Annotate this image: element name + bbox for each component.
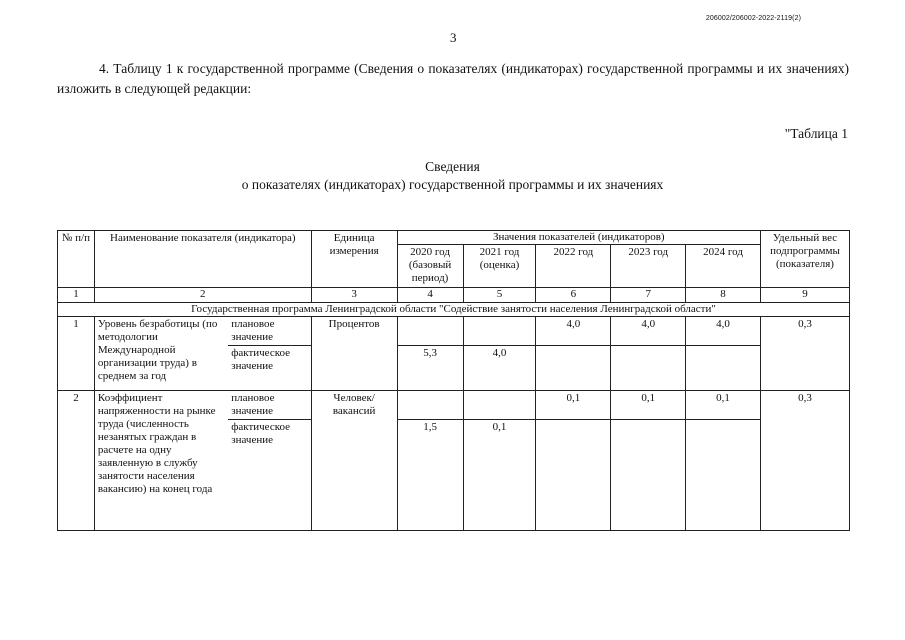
value-2021-plan bbox=[463, 317, 536, 346]
indicators-table bbox=[57, 230, 850, 531]
column-number-row bbox=[58, 288, 850, 303]
value-2022-plan: 4,0 bbox=[536, 317, 611, 346]
value-2020-plan bbox=[397, 317, 463, 346]
table-row bbox=[58, 391, 850, 420]
row-number: 2 bbox=[58, 391, 95, 531]
header-row-1 bbox=[58, 231, 850, 245]
value-2020-plan bbox=[397, 391, 463, 420]
fact-label: фактическое значение bbox=[228, 346, 311, 391]
value-2020-fact: 1,5 bbox=[397, 420, 463, 531]
col-number: 6 bbox=[536, 288, 611, 303]
value-2022-fact bbox=[536, 346, 611, 391]
amendment-text: 4. Таблицу 1 к государственной программе (Сведения о показателях (индикаторах) государственной программы и их значениях) изложить в следующей редакции: bbox=[57, 61, 849, 96]
table-title-line1: Сведения bbox=[425, 159, 480, 174]
value-2023-fact bbox=[611, 346, 686, 391]
col-number: 2 bbox=[94, 288, 311, 303]
plan-label: плановое значение bbox=[228, 317, 311, 346]
weight-cell: 0,3 bbox=[760, 317, 849, 391]
weight-cell: 0,3 bbox=[760, 391, 849, 531]
value-2024-plan: 4,0 bbox=[686, 317, 761, 346]
header-unit: Единица измерения bbox=[311, 231, 397, 288]
program-name: Государственная программа Ленинградской области "Содействие занятости населения Ленинградской области" bbox=[58, 303, 850, 317]
col-number: 8 bbox=[686, 288, 761, 303]
value-2021-plan bbox=[463, 391, 536, 420]
indicator-name: Уровень безработицы (по методологии Международной организации труда) в среднем за год bbox=[94, 317, 228, 391]
value-2023-plan: 4,0 bbox=[611, 317, 686, 346]
value-2024-fact bbox=[686, 420, 761, 531]
indicator-name: Коэффициент напряженности на рынке труда (численность незанятых граждан в расчете на одну заявленную в службу занятости населения вакансию) на конец года bbox=[94, 391, 228, 531]
value-2024-fact bbox=[686, 346, 761, 391]
col-number: 3 bbox=[311, 288, 397, 303]
header-2023: 2023 год bbox=[611, 245, 686, 288]
header-2021: 2021 год (оценка) bbox=[463, 245, 536, 288]
header-values-group: Значения показателей (индикаторов) bbox=[397, 231, 760, 245]
table-tag: "Таблица 1 bbox=[784, 126, 848, 141]
unit-cell: Процентов bbox=[311, 317, 397, 391]
value-2021-fact: 0,1 bbox=[463, 420, 536, 531]
header-name: Наименование показателя (индикатора) bbox=[94, 231, 311, 288]
table-title-line2: о показателях (индикаторах) государственной программы и их значениях bbox=[241, 177, 664, 192]
table-row bbox=[58, 317, 850, 346]
header-2024: 2024 год bbox=[686, 245, 761, 288]
amendment-paragraph bbox=[57, 59, 849, 99]
value-2021-fact: 4,0 bbox=[463, 346, 536, 391]
page-number: 3 bbox=[450, 30, 457, 45]
col-number: 4 bbox=[397, 288, 463, 303]
value-2023-plan: 0,1 bbox=[611, 391, 686, 420]
program-row bbox=[58, 303, 850, 317]
plan-label: плановое значение bbox=[228, 391, 311, 420]
col-number: 1 bbox=[58, 288, 95, 303]
col-number: 7 bbox=[611, 288, 686, 303]
value-2022-plan: 0,1 bbox=[536, 391, 611, 420]
header-2022: 2022 год bbox=[536, 245, 611, 288]
value-2022-fact bbox=[536, 420, 611, 531]
fact-label: фактическое значение bbox=[228, 420, 311, 531]
value-2020-fact: 5,3 bbox=[397, 346, 463, 391]
value-2023-fact bbox=[611, 420, 686, 531]
header-no: № п/п bbox=[58, 231, 95, 288]
row-number: 1 bbox=[58, 317, 95, 391]
col-number: 5 bbox=[463, 288, 536, 303]
unit-cell: Человек/ вакансий bbox=[311, 391, 397, 531]
header-weight: Удельный вес подпрограммы (показателя) bbox=[760, 231, 849, 288]
header-2020: 2020 год (базовый период) bbox=[397, 245, 463, 288]
value-2024-plan: 0,1 bbox=[686, 391, 761, 420]
document-id: 206002/206002-2022-2119(2) bbox=[705, 15, 801, 22]
col-number: 9 bbox=[760, 288, 849, 303]
